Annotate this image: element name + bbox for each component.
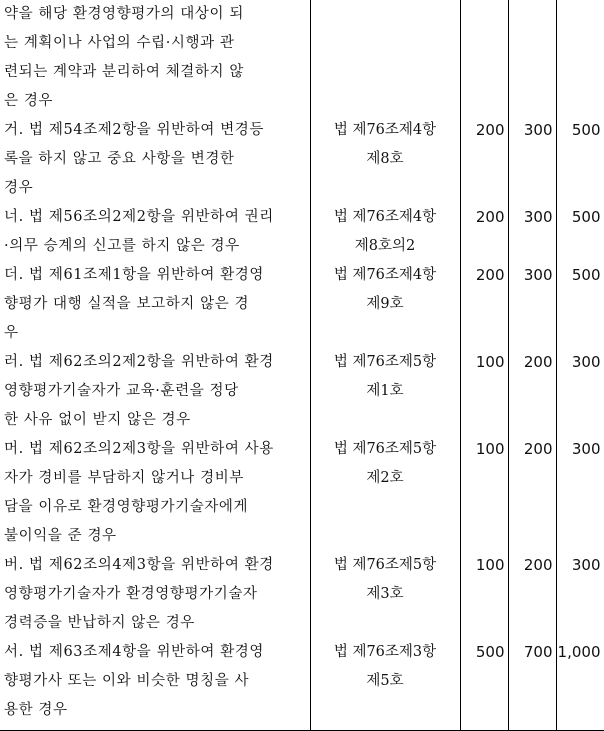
legal-basis-line: 법 제76조제5항 [333,441,437,457]
description-line: 는 계획이나 사업의 수립·시행과 관 [4,35,235,51]
description-line: 한 사유 없이 받지 않은 경우 [4,412,191,428]
description-line: ·의무 승계의 신고를 하지 않은 경우 [4,238,240,254]
description-line: 우 [4,325,19,341]
fine-amount-2: 300 [508,116,556,203]
fine-amount-1: 200 [460,203,508,261]
description-line: 영향평가기술자가 환경영향평가기술자 [4,586,258,602]
legal-basis-line: 제8호 [366,151,404,167]
legal-basis-line: 법 제76조제3항 [333,644,437,660]
violation-description [0,116,310,203]
table-row [0,435,604,551]
violation-description [0,203,310,261]
fine-amount-1: 100 [460,551,508,638]
legal-basis-line: 법 제76조제4항 [333,267,437,283]
description-line: 록을 하지 않고 중요 사항을 변경한 [4,151,235,167]
legal-basis [310,435,460,551]
fine-amount-3: 500 [556,203,604,261]
violation-description [0,261,310,348]
description-line: 향평가 대행 실적을 보고하지 않은 경 [4,296,250,312]
legal-basis [310,116,460,203]
table-row [0,203,604,261]
description-line: 더. 법 제61조제1항을 위반하여 환경영 [4,267,265,283]
fine-amount-1: 200 [460,261,508,348]
legal-basis-line: 법 제76조제5항 [333,557,437,573]
legal-basis [310,348,460,435]
legal-basis [310,551,460,638]
fine-amount-2: 700 [508,638,556,730]
description-line: 불이익을 준 경우 [4,528,117,544]
violation-description [0,638,310,730]
description-line: 은 경우 [4,93,54,109]
description-line: 서. 법 제63조제4항을 위반하여 환경영 [4,644,265,660]
fine-amount-1 [460,0,508,116]
table-row [0,116,604,203]
description-line: 러. 법 제62조의2제2항을 위반하여 환경 [4,354,274,370]
fine-amount-2: 300 [508,203,556,261]
description-line: 약을 해당 환경영향평가의 대상이 되 [4,6,244,22]
violation-description [0,348,310,435]
legal-basis-line: 법 제76조제4항 [333,122,437,138]
table-row [0,0,604,116]
description-line: 용한 경우 [4,702,68,718]
fine-amount-3 [556,0,604,116]
legal-basis-line: 제3호 [366,586,404,602]
description-line: 경력증을 반납하지 않은 경우 [4,615,195,631]
legal-basis-line [311,0,460,29]
description-line: 경우 [4,180,34,196]
description-line: 거. 법 제54조제2항을 위반하여 변경등 [4,122,265,138]
violation-description [0,435,310,551]
legal-basis-line: 제9호 [366,296,404,312]
legal-basis-line [311,29,460,58]
fine-amount-1: 200 [460,116,508,203]
fine-amount-1: 100 [460,435,508,551]
legal-basis [310,638,460,730]
description-line: 영향평가기술자가 교육·훈련을 정당 [4,383,239,399]
legal-basis [310,0,460,116]
description-line: 담을 이유로 환경영향평가기술자에게 [4,499,249,515]
table-row [0,638,604,730]
legal-basis [310,261,460,348]
fine-amount-3: 300 [556,348,604,435]
fine-amount-1: 100 [460,348,508,435]
fine-amount-2: 300 [508,261,556,348]
description-line: 향평가사 또는 이와 비슷한 명칭을 사 [4,673,250,689]
legal-basis-line: 법 제76조제4항 [333,209,437,225]
fine-amount-3: 300 [556,551,604,638]
description-line: 련되는 계약과 분리하여 체결하지 않 [4,64,244,80]
fine-amount-3: 300 [556,435,604,551]
legal-basis-line: 제2호 [366,470,404,486]
fine-amount-3: 500 [556,116,604,203]
fine-amount-3: 1,000 [556,638,604,730]
fine-amount-2: 200 [508,348,556,435]
fine-amount-2: 200 [508,551,556,638]
fine-amount-2 [508,0,556,116]
legal-basis-line: 제1호 [366,383,404,399]
violation-description [0,551,310,638]
violation-description [0,0,310,116]
description-line: 너. 법 제56조의2제2항을 위반하여 권리 [4,209,274,225]
table-row [0,551,604,638]
fine-amount-3: 500 [556,261,604,348]
fine-amount-2: 200 [508,435,556,551]
table-row [0,348,604,435]
legal-basis-line: 법 제76조제5항 [333,354,437,370]
table-row [0,261,604,348]
legal-basis-line: 제5호 [366,673,404,689]
description-line: 버. 법 제62조의4제3항을 위반하여 환경 [4,557,274,573]
description-line: 자가 경비를 부담하지 않거나 경비부 [4,470,244,486]
legal-basis [310,203,460,261]
description-line: 머. 법 제62조의2제3항을 위반하여 사용 [4,441,274,457]
legal-basis-line: 제8호의2 [354,238,416,254]
fine-amount-1: 500 [460,638,508,730]
